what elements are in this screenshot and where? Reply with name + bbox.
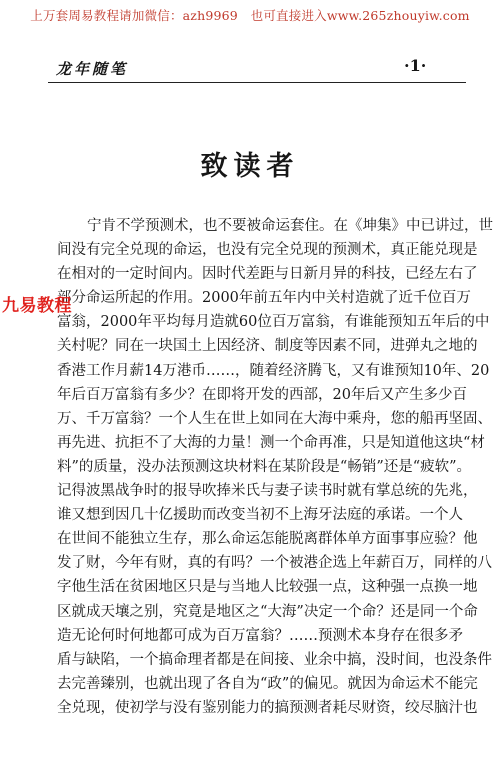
text-line: 发了财，今年有财，真的有吗？一个被港企选上年薪百万，同样的八 xyxy=(57,555,492,572)
chapter-title: 致读者 xyxy=(200,151,300,182)
text-line: 富翁，2000年平均每月造就60位百万富翁，有谁能预知五年后的中 xyxy=(57,314,490,331)
running-header-title: 龙年随笔 xyxy=(56,60,129,78)
text-line: 记得波黑战争时的报导吹捧米氏与妻子读书时就有掌总统的先兆， xyxy=(57,483,478,500)
body-text xyxy=(57,214,493,720)
text-line: 料”的质量，没办法预测这块材料在某阶段是“畅销”还是“疲软”。 xyxy=(57,458,472,475)
page-number: ·1· xyxy=(404,56,427,75)
text-line: 再先进、抗拒不了大海的力量！测一个命再准，只是知道他这块“材 xyxy=(57,434,485,451)
text-line: 去完善臻别，也就出现了各自为“政”的偏见。就因为命运术不能完 xyxy=(57,675,478,692)
text-line: 盾与缺陷，一个搞命理者都是在间接、业余中搞，没时间，也没条件 xyxy=(57,651,492,668)
text-line: 在世间不能独立生存，那么命运怎能脱离群体单方面事事应验？他 xyxy=(57,531,478,548)
text-line: 造无论何时何地都可成为百万富翁？……预测术本身存在很多矛 xyxy=(57,627,463,644)
text-line: 全兑现，使初学与没有鉴别能力的搞预测者耗尽财资，绞尽脑汁也 xyxy=(57,699,478,716)
top-promo-banner: 上万套周易教程请加微信：azh9969 也可直接进入www.265zhouyiw.com xyxy=(30,8,470,23)
text-line: 香港工作月薪14万港币……，随着经济腾飞，又有谁预知10年、20 xyxy=(57,362,490,379)
text-line: 区就成天壤之别，究竟是地区之“大海”决定一个命？还是同一个命 xyxy=(57,603,478,620)
text-line: 万、千万富翁？一个人生在世上如同在大海中乘舟，您的船再坚固、 xyxy=(57,410,492,427)
text-line: 谁又想到因几十亿援助而改变当初不上海牙法庭的承诺。一个人 xyxy=(57,507,463,524)
text-line: 年后百万富翁有多少？在即将开发的西部，20年后又产生多少百 xyxy=(57,386,467,403)
header-rule xyxy=(48,82,466,83)
watermark-logo: 九易教程 xyxy=(2,296,72,316)
text-line: 字他生活在贫困地区只是与当地人比较强一点，这种强一点换一地 xyxy=(57,579,478,596)
text-line: 间没有完全兑现的命运，也没有完全兑现的预测术，真正能兑现是 xyxy=(57,242,478,259)
text-line: 关村呢？同在一块国土上因经济、制度等因素不同，进弹丸之地的 xyxy=(57,338,478,355)
text-line: 部分命运所起的作用。2000年前五年内中关村造就了近千位百万 xyxy=(57,290,471,307)
text-line: 在相对的一定时间内。因时代差距与日新月异的科技，已经左右了 xyxy=(57,266,478,283)
text-line: 宁肯不学预测术，也不要被命运套住。在《坤集》中已讲过，世 xyxy=(87,218,493,234)
